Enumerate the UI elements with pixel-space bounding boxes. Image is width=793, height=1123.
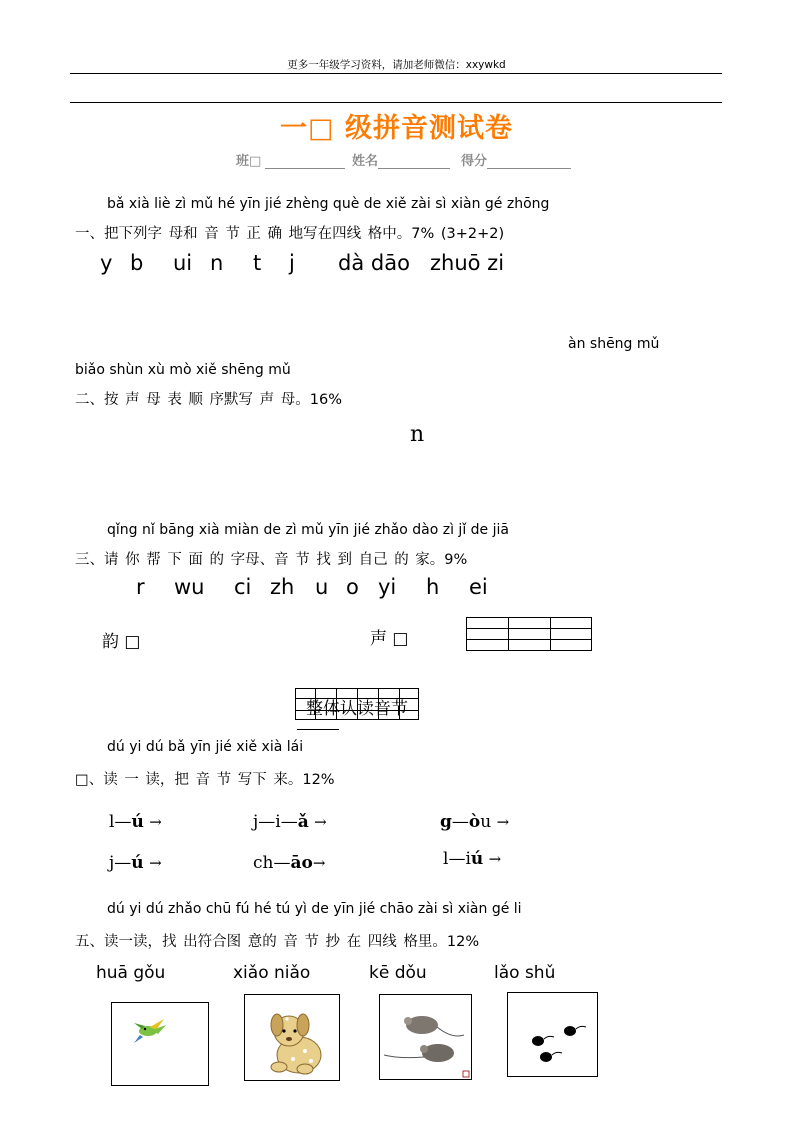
- zhengti-underline: [297, 729, 339, 730]
- arrow-icon: →: [314, 813, 327, 831]
- q4-tail: u: [480, 812, 492, 832]
- bird-icon: [112, 1003, 208, 1085]
- q4-final: āo: [290, 853, 313, 873]
- q4-medial: i: [275, 812, 281, 832]
- q3-text: 三、请 你 帮 下 面 的 字母、音 节 找 到 自己 的 家。9%: [75, 552, 468, 568]
- page-title: 一□ 级拼音测试卷: [280, 113, 513, 144]
- arrow-icon: →: [312, 854, 326, 872]
- q3-item: ei: [469, 575, 488, 599]
- arrow-icon: →: [149, 813, 162, 831]
- class-field: [236, 150, 345, 169]
- q4-item-6: l—iú →: [443, 849, 502, 869]
- arrow-icon: →: [149, 854, 162, 872]
- shengmu-label: 声 □: [370, 629, 409, 649]
- q1-item: n: [210, 251, 224, 275]
- class-blank: [265, 155, 345, 169]
- q1-item: zhuō zi: [430, 251, 505, 275]
- q4-item-3: g—òu →: [440, 812, 510, 832]
- q2-pinyin-right: àn shēng mǔ: [568, 336, 660, 352]
- q3-pinyin: qǐng nǐ bāng xià miàn de zì mǔ yīn jié zhǎo dào zì jǐ de jiā: [107, 522, 509, 538]
- header-note: 更多一年级学习资料，请加老师微信：xxywkd: [287, 59, 506, 71]
- name-blank: [378, 155, 450, 169]
- q3-item: ci: [234, 575, 252, 599]
- q5-word: huā gǒu: [96, 963, 166, 983]
- shengmu-grid: [466, 617, 592, 651]
- q5-word: lǎo shǔ: [494, 963, 556, 983]
- q3-item: yi: [378, 575, 397, 599]
- bird-picture: [111, 1002, 209, 1086]
- q4-text: □、读 一 读，把 音 节 写下 来。12%: [75, 772, 335, 788]
- q1-item: b: [130, 251, 144, 275]
- yunmu-label: 韵 □: [102, 632, 141, 652]
- q3-item: h: [426, 575, 440, 599]
- q3-item: u: [315, 575, 329, 599]
- puppy-icon: [245, 995, 339, 1080]
- q4-medial: i: [465, 849, 471, 869]
- q2-pinyin: biǎo shùn xù mò xiě shēng mǔ: [75, 362, 291, 378]
- arrow-icon: →: [496, 813, 510, 831]
- q4-pinyin: dú yi dú bǎ yīn jié xiě xià lái: [107, 739, 304, 755]
- q3-item: zh: [270, 575, 295, 599]
- score-label: 得分: [461, 154, 488, 169]
- q4-item-1: l—ú →: [109, 812, 162, 832]
- q5-word: xiǎo niǎo: [233, 963, 311, 983]
- q4-final: ò: [468, 812, 481, 832]
- q5-pinyin: dú yi dú zhǎo chū fú hé tú yì de yīn jié chāo zài sì xiàn gé li: [107, 901, 522, 917]
- name-label: 姓名: [352, 154, 379, 169]
- score-field: [461, 150, 571, 169]
- q1-item: y: [100, 251, 113, 275]
- q4-item-5: ch—āo→: [253, 853, 326, 873]
- q4-final: ú: [131, 812, 144, 832]
- q1-item: j: [289, 251, 295, 275]
- title-rule: [70, 102, 722, 103]
- zhengti-box: [295, 688, 419, 720]
- tadpole-icon: [508, 993, 597, 1076]
- q1-text: 一、把下列字 母和 音 节 正 确 地写在四线 格中。7% (3+2+2): [75, 226, 505, 242]
- q2-text: 二、按 声 母 表 顺 序默写 声 母。16%: [75, 392, 342, 408]
- arrow-icon: →: [488, 850, 502, 868]
- q4-initial: j: [109, 853, 115, 873]
- q1-item: t: [253, 251, 262, 275]
- mice-picture: [379, 994, 472, 1080]
- q4-item-4: j—ú →: [109, 853, 162, 873]
- mouse-icon: [380, 995, 471, 1079]
- tadpole-picture: [507, 992, 598, 1077]
- q3-item: wu: [174, 575, 205, 599]
- class-label: 班□: [236, 154, 262, 169]
- q5-word: kē dǒu: [369, 963, 427, 983]
- q4-final: ǎ: [297, 812, 309, 832]
- q5-text: 五、读一读，找 出符合图 意的 音 节 抄 在 四线 格里。12%: [75, 934, 480, 950]
- zhengti-label: 整体认读音节: [306, 699, 408, 719]
- q4-initial: j: [253, 812, 259, 832]
- q1-item: ui: [173, 251, 193, 275]
- q4-final: ú: [131, 853, 144, 873]
- header-rule: [70, 73, 722, 74]
- q4-initial: ch: [253, 853, 274, 873]
- score-blank: [487, 155, 571, 169]
- q3-item: o: [346, 575, 359, 599]
- q4-initial: l: [109, 812, 115, 832]
- q1-pinyin: bǎ xià liè zì mǔ hé yīn jié zhèng què de xiě zài sì xiàn gé zhōng: [107, 196, 550, 212]
- q3-item: r: [136, 575, 145, 599]
- q4-initial: g: [440, 812, 452, 832]
- puppy-picture: [244, 994, 340, 1081]
- q4-item-2: j—i—ǎ →: [253, 812, 327, 832]
- name-field: [352, 150, 450, 169]
- q4-final: ú: [470, 849, 484, 869]
- q2-example: n: [410, 422, 425, 447]
- q4-initial: l: [443, 849, 449, 869]
- q1-item: dà dāo: [338, 251, 410, 275]
